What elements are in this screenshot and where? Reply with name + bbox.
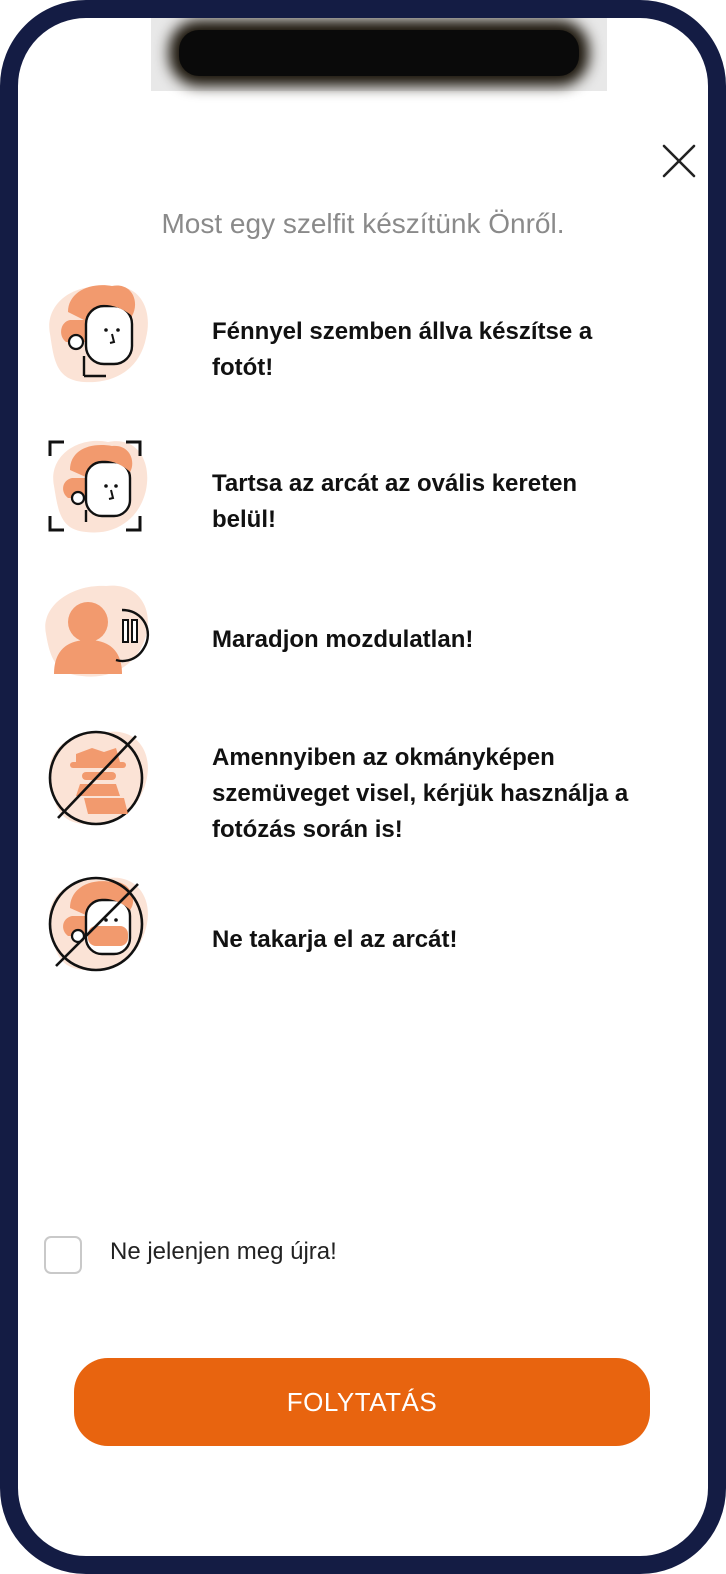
dont-show-again-label: Ne jelenjen meg újra!: [110, 1238, 337, 1265]
dont-show-again-checkbox[interactable]: [44, 1236, 82, 1274]
instruction-text: szemüveget visel, kérjük használja a: [212, 780, 629, 807]
face-frame-icon: [36, 426, 154, 544]
home-indicator: [238, 1560, 488, 1568]
instruction-text: Maradjon mozdulatlan!: [212, 626, 474, 653]
no-disguise-icon: [36, 718, 154, 836]
instruction-item-light: [36, 276, 696, 396]
instruction-item-glasses: [36, 718, 696, 843]
face-light-icon: [36, 276, 154, 394]
close-icon[interactable]: [660, 142, 698, 180]
instruction-item-frame: [36, 426, 696, 546]
continue-button[interactable]: FOLYTATÁS: [74, 1358, 650, 1446]
instruction-text: Ne takarja el az arcát!: [212, 926, 458, 953]
instruction-text: fotózás során is!: [212, 816, 403, 843]
no-face-cover-icon: [36, 864, 154, 982]
instruction-text: fotót!: [212, 354, 274, 381]
instruction-item-still: [36, 570, 696, 690]
person-pause-icon: [36, 570, 154, 688]
instruction-text: belül!: [212, 506, 276, 533]
blurred-region: [179, 30, 579, 76]
instruction-item-no-cover: [36, 864, 696, 984]
instruction-text: Amennyiben az okmányképen: [212, 744, 555, 771]
page-subtitle: Most egy szelfit készítünk Önről.: [161, 208, 565, 239]
instruction-text: Tartsa az arcát az ovális kereten: [212, 470, 578, 497]
instruction-text: Fénnyel szemben állva készítse a: [212, 318, 593, 345]
status-bar-blurred: [151, 18, 607, 91]
